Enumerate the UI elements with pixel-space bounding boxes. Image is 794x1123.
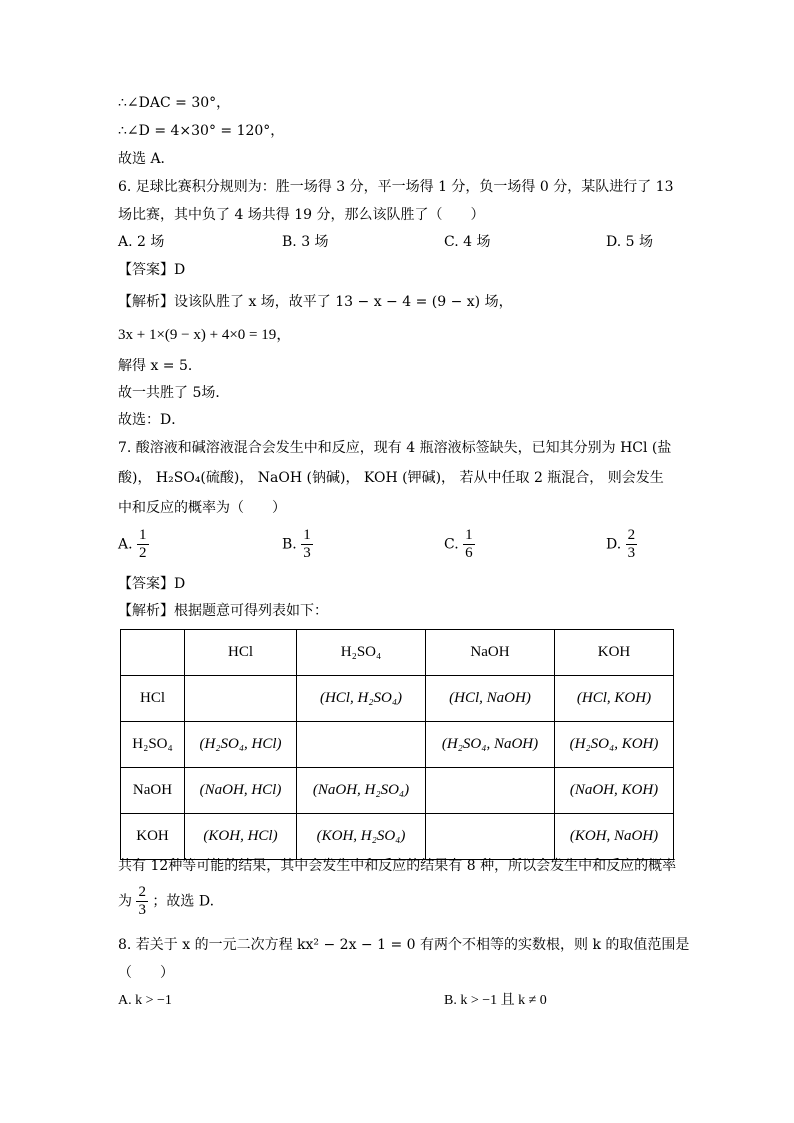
table-header-cell: H₂SO₄ <box>297 630 426 676</box>
q6-option-a: A. 2 场 <box>118 234 165 250</box>
q7-solution-final: 为 $\frac{2}{3}$ ；故选 D. <box>118 884 215 918</box>
table-header-cell: NaOH <box>426 630 555 676</box>
question-8-text-2: （ ） <box>118 965 174 981</box>
table-cell <box>426 768 555 814</box>
solution-line-angle-dac: ∴∠DAC = 30°， <box>118 95 231 111</box>
q7-option-d: D. $\frac{2}{3}$ <box>606 527 636 561</box>
table-cell <box>297 722 426 768</box>
question-8-text-1: 8. 若关于 x 的一元二次方程 kx² − 2x − 1 = 0 有两个不相等的实数根，则 k 的取值范围是 <box>118 937 690 953</box>
q7-option-b: B. $\frac{1}{3}$ <box>282 527 311 561</box>
table-cell: (KOH, H₂SO₄) <box>297 814 426 860</box>
fraction: $\frac{1}{6}$ <box>465 527 473 561</box>
solution-line-choose-a: 故选 A． <box>118 151 175 167</box>
fraction: $\frac{1}{3}$ <box>303 527 311 561</box>
question-6-text-1: 6. 足球比赛积分规则为：胜一场得 3 分，平一场得 1 分，负一场得 0 分，某队进行了 13 <box>118 179 674 195</box>
table-cell <box>185 676 297 722</box>
question-7-text-3: 中和反应的概率为（ ） <box>118 500 286 516</box>
table-row <box>121 722 674 768</box>
table-cell: (NaOH, HCl) <box>185 768 297 814</box>
table-cell: (H₂SO₄, HCl) <box>185 722 297 768</box>
table-header-row <box>121 630 674 676</box>
q6-option-c: C. 4 场 <box>444 234 491 250</box>
q6-solution-choice: 故选：D． <box>118 412 186 428</box>
q7-option-a: A. $\frac{1}{2}$ <box>118 527 147 561</box>
question-7-text-2: 酸)， H₂SO₄(硫酸)， NaOH (钠碱)， KOH (钾碱)， 若从中任取 2 瓶混合， 则会发生 <box>118 470 664 486</box>
solution-line-angle-d: ∴∠D = 4×30° = 120°， <box>118 123 285 139</box>
q7-option-c: C. $\frac{1}{6}$ <box>444 527 473 561</box>
table-header-cell: HCl <box>185 630 297 676</box>
table-corner-cell <box>121 630 185 676</box>
q8-option-b: B. k > −1 且 k ≠ 0 <box>444 993 547 1008</box>
table-cell: (H₂SO₄, NaOH) <box>426 722 555 768</box>
fraction: $\frac{1}{2}$ <box>139 527 147 561</box>
q6-solution-conclusion: 故一共胜了 5场． <box>118 385 230 401</box>
table-row <box>121 676 674 722</box>
table-cell <box>426 814 555 860</box>
q7-answer: 【答案】D <box>118 576 186 592</box>
table-header-cell: KOH <box>555 630 674 676</box>
table-row <box>121 814 674 860</box>
table-row-label: HCl <box>121 676 185 722</box>
table-cell: (NaOH, KOH) <box>555 768 674 814</box>
table-cell: (HCl, NaOH) <box>426 676 555 722</box>
q8-option-a: A. k > −1 <box>118 993 172 1008</box>
question-7-text-1: 7. 酸溶液和碱溶液混合会发生中和反应，现有 4 瓶溶液标签缺失，已知其分别为 HCl (盐 <box>118 440 672 456</box>
fraction: $\frac{2}{3}$ <box>138 884 146 918</box>
table-cell: (NaOH, H₂SO₄) <box>297 768 426 814</box>
fraction: $\frac{2}{3}$ <box>627 527 636 561</box>
table-cell: (KOH, HCl) <box>185 814 297 860</box>
question-6-text-2: 场比赛，其中负了 4 场共得 19 分，那么该队胜了（ ） <box>118 207 485 223</box>
table-row <box>121 768 674 814</box>
q6-solution-result: 解得 x = 5． <box>118 358 202 374</box>
q7-solution-summary: 共有 12种等可能的结果，其中会发生中和反应的结果有 8 种，所以会发生中和反应的概率 <box>118 858 677 874</box>
q7-solution-intro: 【解析】根据题意可得列表如下： <box>118 603 328 619</box>
q6-solution-1: 【解析】设该队胜了 x 场，故平了 13 − x − 4 = (9 − x) 场， <box>118 294 513 310</box>
outcome-table <box>120 629 674 860</box>
table-row-label: NaOH <box>121 768 185 814</box>
table-cell: (HCl, H₂SO₄) <box>297 676 426 722</box>
table-cell: (H₂SO₄, KOH) <box>555 722 674 768</box>
table-cell: (HCl, KOH) <box>555 676 674 722</box>
q6-solution-equation: 3x + 1×(9 − x) + 4×0 = 19， <box>118 327 292 343</box>
table-row-label: KOH <box>121 814 185 860</box>
table-row-label: H₂SO₄ <box>121 722 185 768</box>
q6-option-d: D. 5 场 <box>606 234 653 250</box>
table-cell: (KOH, NaOH) <box>555 814 674 860</box>
q6-answer: 【答案】D <box>118 262 186 278</box>
q6-option-b: B. 3 场 <box>282 234 329 250</box>
